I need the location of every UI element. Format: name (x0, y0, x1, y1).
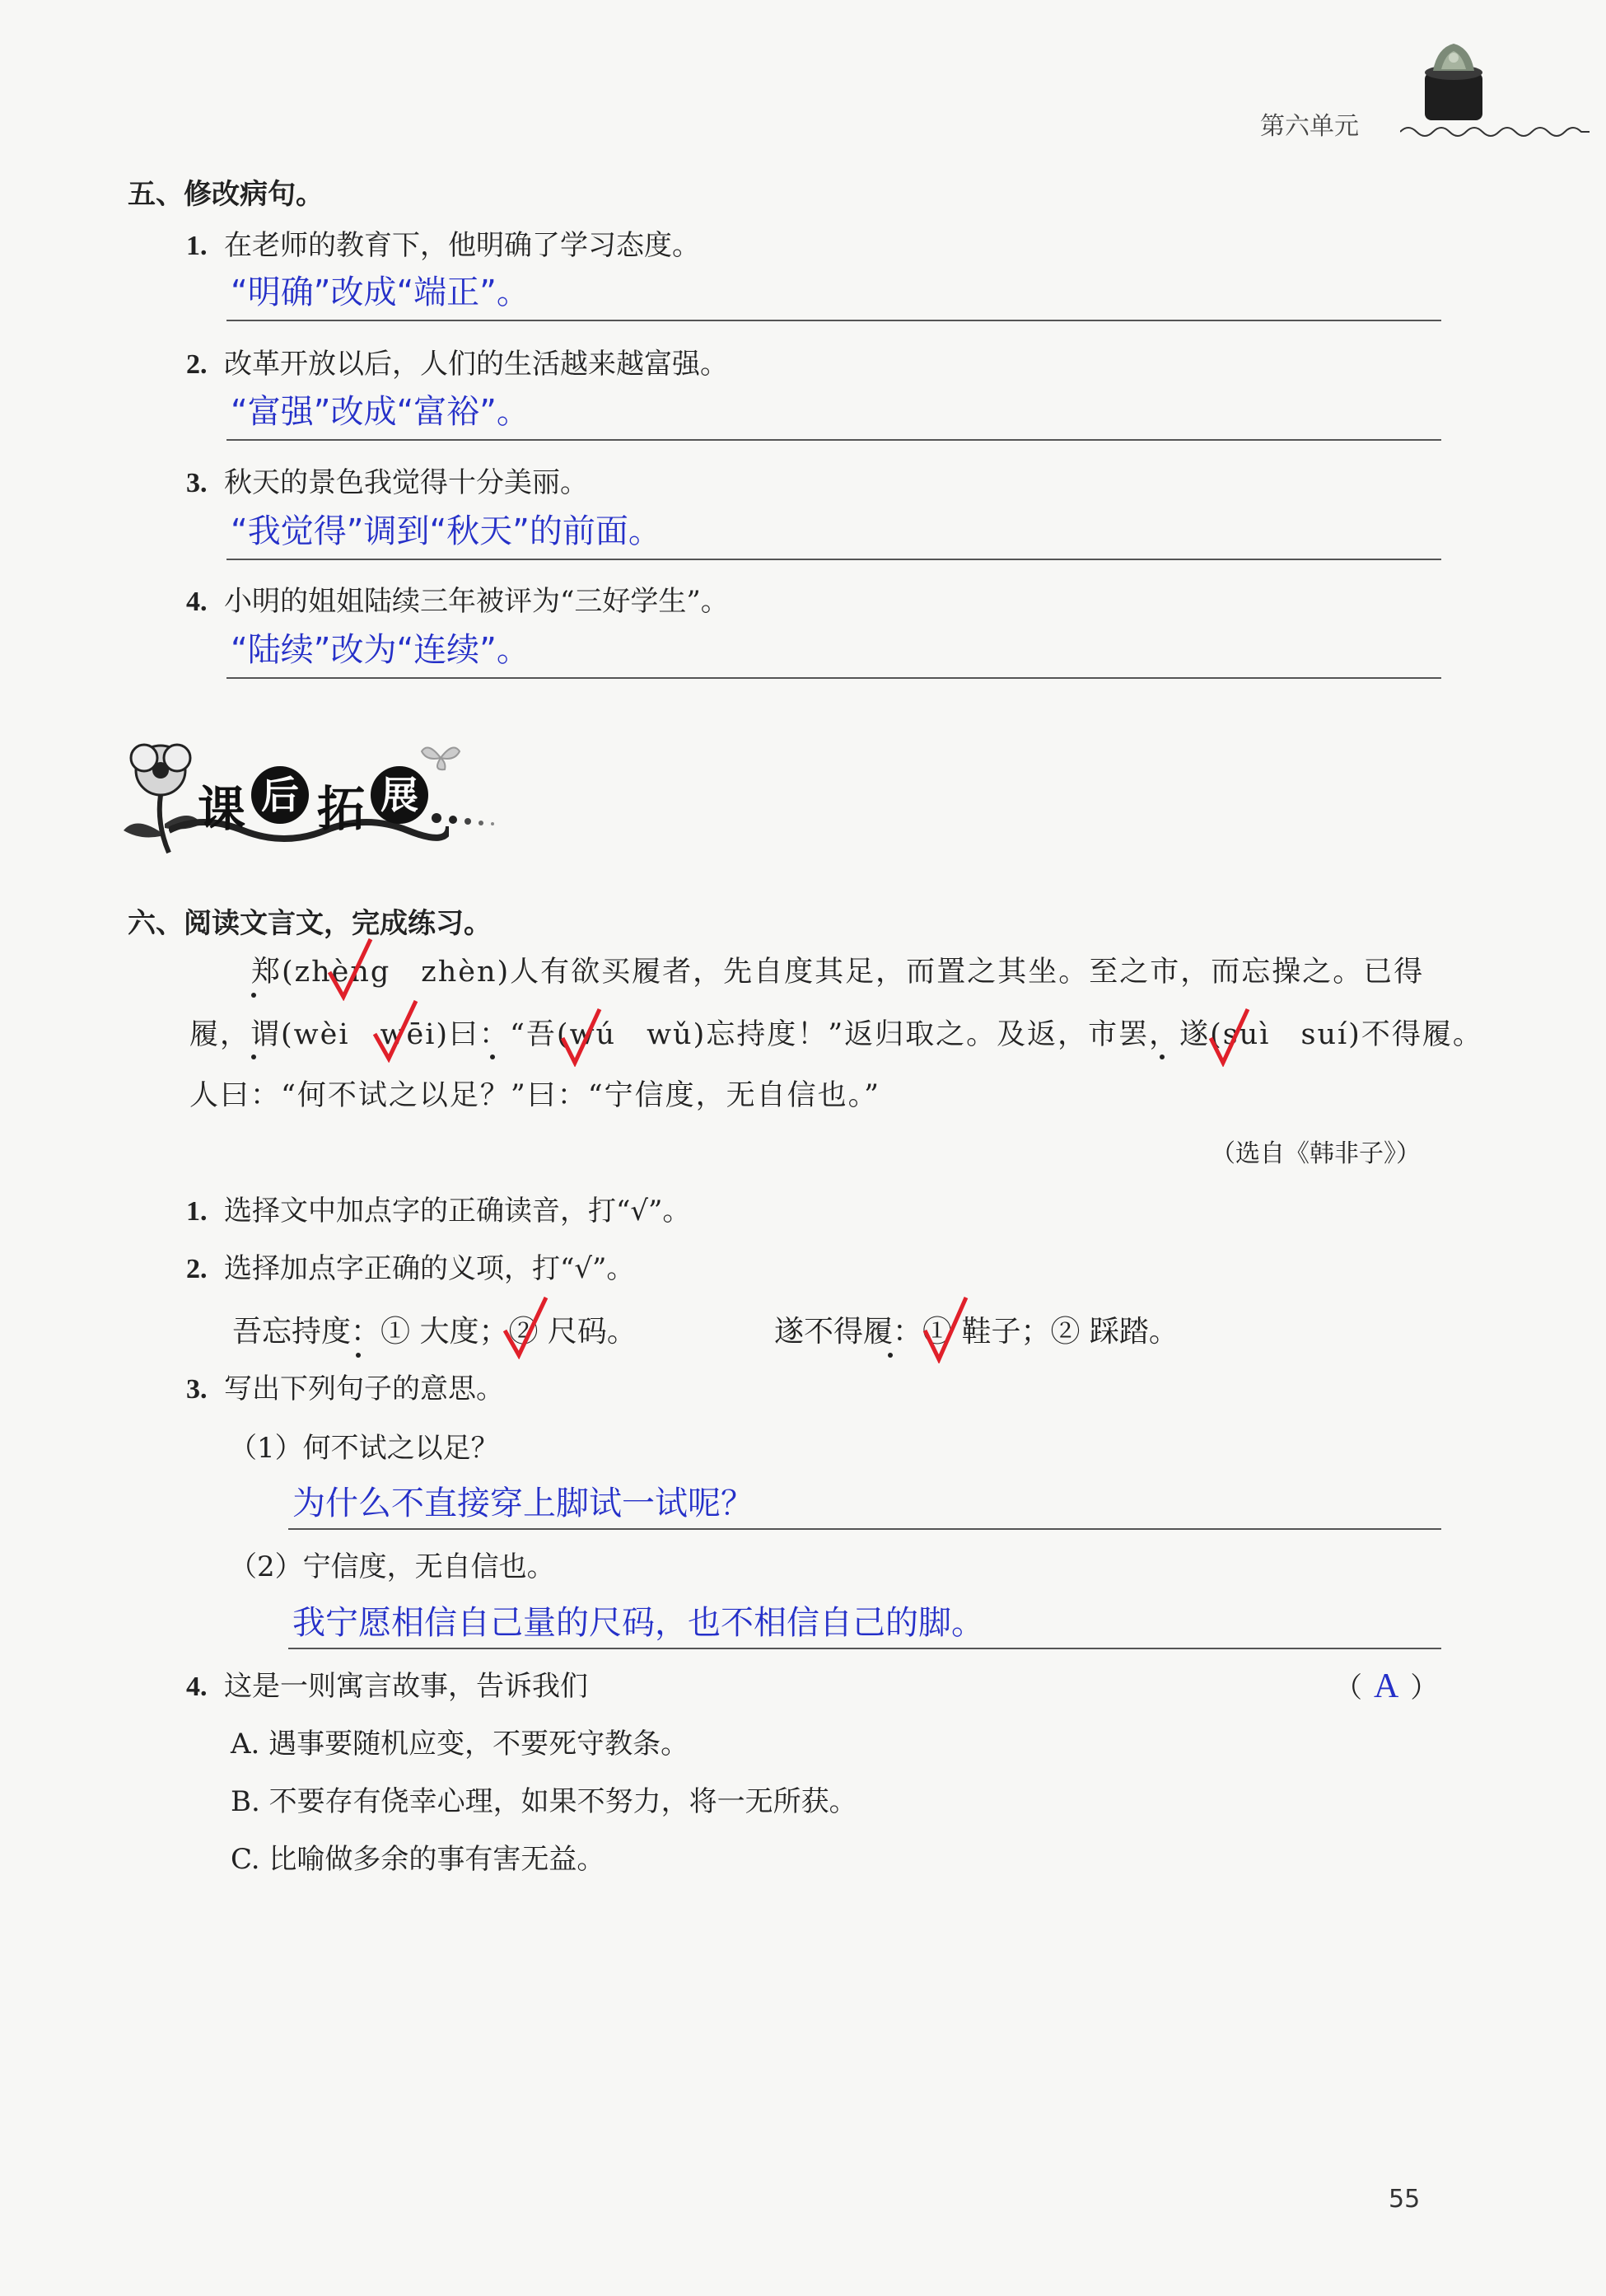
section-5-answer-1: “明确”改成“端正”。 (231, 274, 530, 311)
section-5-title: 五、修改病句。 (128, 178, 324, 211)
question-4-option-a: A. 遇事要随机应变，不要死守教条。 (231, 1728, 689, 1761)
section-5-answer-4: “陆续”改为“连续”。 (231, 631, 530, 669)
emphasis-dot (1160, 1054, 1165, 1059)
wavy-line-decoration (1400, 124, 1590, 140)
item-text: 这是一则寓言故事，告诉我们 (224, 1670, 588, 1703)
answer-line (226, 439, 1441, 441)
section-6-question-3 (186, 1371, 504, 1408)
answer-line (288, 1648, 1441, 1649)
item-number: 2. (186, 1254, 208, 1284)
question-4-option-c: C. 比喻做多余的事有害无益。 (231, 1843, 605, 1876)
emphasis-dot (251, 993, 256, 998)
butterfly-icon (420, 741, 461, 774)
item-number: 4. (186, 587, 208, 617)
unit-label: 第六单元 (1260, 112, 1359, 141)
question-3-sub-2: （2）宁信度，无自信也。 (229, 1550, 555, 1583)
item-number: 3. (186, 468, 208, 498)
item-text: 小明的姐姐陆续三年被评为“三好学生”。 (224, 585, 729, 618)
section-6-question-2 (186, 1251, 634, 1288)
section-5-item-3 (186, 465, 588, 502)
passage-line-1: 郑(zhèng zhèn)人有欲买履者，先自度其足，而置之其坐。至之市，而忘操之。已得 (251, 956, 1425, 989)
section-5-answer-2: “富强”改成“富裕”。 (231, 393, 530, 431)
item-text: 选择加点字正确的义项，打“√”。 (224, 1252, 635, 1285)
question-4-option-b: B. 不要存有侥幸心理，如果不努力，将一无所获。 (231, 1785, 857, 1818)
item-text: 改革开放以后，人们的生活越来越富强。 (224, 348, 728, 381)
question-3-answer-1: 为什么不直接穿上脚试一试呢？ (292, 1485, 754, 1522)
question-3-answer-2: 我宁愿相信自己量的尺码，也不相信自己的脚。 (292, 1604, 984, 1642)
check-mark-icon (501, 1293, 550, 1359)
banner-char-3: 拓 (317, 781, 366, 837)
item-number: 2. (186, 349, 208, 380)
question-3-sub-1: （1）何不试之以足？ (229, 1432, 499, 1465)
check-mark-icon (1207, 1005, 1252, 1067)
item-number: 3. (186, 1374, 208, 1405)
passage-line-3: 人曰：“何不试之以足？”曰：“宁信度，无自信也。” (189, 1079, 881, 1112)
item-number: 1. (186, 1196, 208, 1227)
section-5-item-4 (186, 583, 729, 620)
passage-source: （选自《韩非子》） (1211, 1139, 1421, 1168)
item-number: 1. (186, 231, 208, 261)
page-number: 55 (1389, 2185, 1421, 2214)
section-6-question-4 (186, 1668, 588, 1705)
section-6-question-1 (186, 1193, 690, 1230)
bracket-open: （ (1334, 1672, 1362, 1704)
question-4-answer-bracket (1334, 1668, 1438, 1706)
item-text: 秋天的景色我觉得十分美丽。 (224, 466, 588, 499)
passage-line-2: 履，谓(wèi wēi)曰：“吾(wú wǔ)忘持度！”返归取之。及返，市罢，遂(suì suí)不得履。 (189, 1018, 1483, 1051)
trailing-dots (428, 803, 502, 828)
section-5-item-1 (186, 227, 700, 264)
section-5-item-2 (186, 346, 728, 383)
section-6-title: 六、阅读文言文，完成练习。 (128, 907, 492, 940)
banner-char-1: 课 (198, 781, 246, 837)
check-mark-icon (325, 935, 375, 1001)
answer-line (226, 559, 1441, 560)
item-number: 4. (186, 1672, 208, 1702)
emphasis-dot (251, 1054, 256, 1059)
item-text: 在老师的教育下，他明确了学习态度。 (224, 229, 700, 262)
succulent-pot-icon (1417, 40, 1491, 122)
emphasis-dot (490, 1054, 495, 1059)
banner-char-2: 后 (251, 766, 309, 824)
answer-line (226, 677, 1441, 679)
banner-char-4: 展 (371, 766, 428, 824)
question-4-answer: A (1374, 1667, 1399, 1705)
item-text: 写出下列句子的意思。 (224, 1372, 504, 1405)
check-mark-icon (371, 997, 420, 1063)
emphasis-dot (356, 1353, 361, 1358)
question-2-option-left: 吾忘持度：① 大度；② 尺码。 (232, 1315, 637, 1349)
after-class-banner (119, 733, 507, 857)
answer-line (226, 320, 1441, 321)
question-2-option-right: 遂不得履：① 鞋子；② 踩踏。 (774, 1315, 1179, 1349)
check-mark-icon (558, 1005, 604, 1067)
answer-line (288, 1528, 1441, 1530)
section-5-answer-3: “我觉得”调到“秋天”的前面。 (231, 512, 661, 550)
check-mark-icon (921, 1293, 970, 1363)
item-text: 选择文中加点字的正确读音，打“√”。 (224, 1195, 691, 1227)
emphasis-dot (888, 1353, 893, 1358)
bracket-close: ） (1410, 1672, 1439, 1704)
